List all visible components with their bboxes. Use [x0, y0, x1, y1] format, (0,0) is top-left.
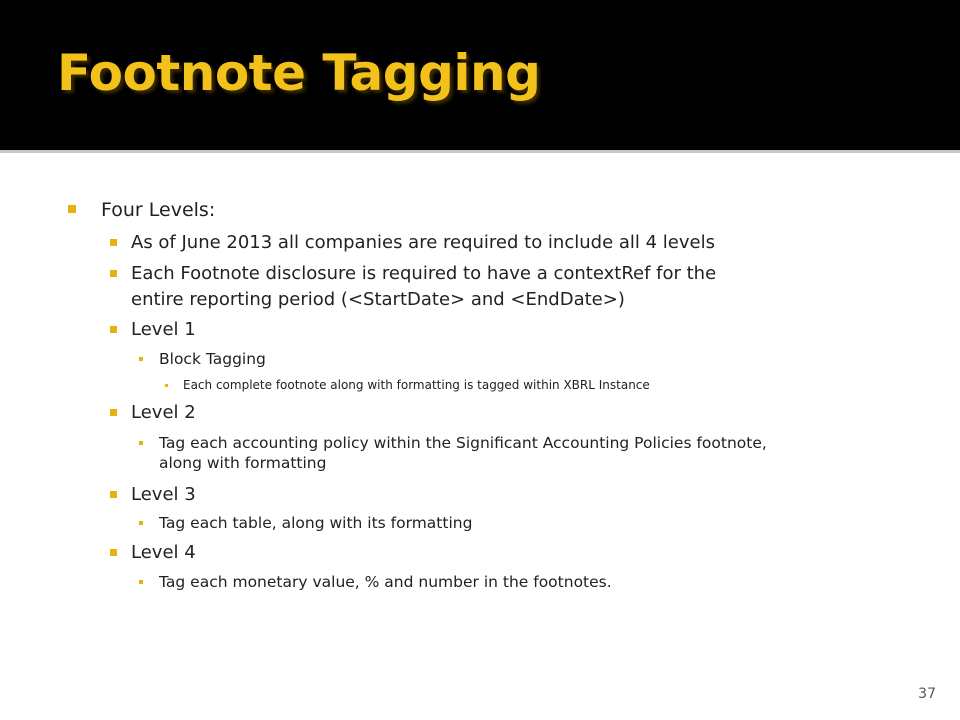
bullet-tag-policy-line2: along with formatting [159, 454, 327, 472]
bullet-square-icon [110, 326, 117, 333]
bullet-level-3: Level 3 [131, 484, 196, 505]
bullet-each-footnote-line1: Each Footnote disclosure is required to have a contextRef for the [131, 263, 717, 284]
bullet-level-2: Level 2 [131, 402, 196, 423]
bullet-square-icon [110, 549, 117, 556]
bullet-tiny-icon [165, 384, 168, 387]
bullet-each-footnote-line2: entire reporting period (<StartDate> and <EndDate>) [131, 289, 625, 310]
bullet-tag-monetary: Tag each monetary value, % and number in the footnotes. [159, 573, 612, 591]
bullet-square-icon [110, 409, 117, 416]
bullet-small-icon [139, 580, 143, 584]
bullet-four-levels: Four Levels: [101, 199, 216, 221]
slide-title: Footnote Tagging [57, 44, 541, 102]
page-number: 37 [918, 686, 936, 702]
bullet-as-of-june: As of June 2013 all companies are required to include all 4 levels [131, 232, 715, 253]
bullet-small-icon [139, 357, 143, 361]
bullet-block-tagging: Block Tagging [159, 350, 266, 368]
bullet-small-icon [139, 521, 143, 525]
bullet-level-4: Level 4 [131, 542, 196, 563]
bullet-each-complete: Each complete footnote along with formatting is tagged within XBRL Instance [183, 378, 650, 392]
bullet-square-icon [110, 491, 117, 498]
bullet-square-icon [110, 239, 117, 246]
bullet-small-icon [139, 441, 143, 445]
bullet-square-icon [110, 270, 117, 277]
bullet-tag-policy-line1: Tag each accounting policy within the Significant Accounting Policies footnote, [159, 434, 767, 452]
bullet-level-1: Level 1 [131, 319, 196, 340]
bullet-tag-table: Tag each table, along with its formatting [159, 514, 473, 532]
bullet-square-icon [68, 205, 76, 213]
